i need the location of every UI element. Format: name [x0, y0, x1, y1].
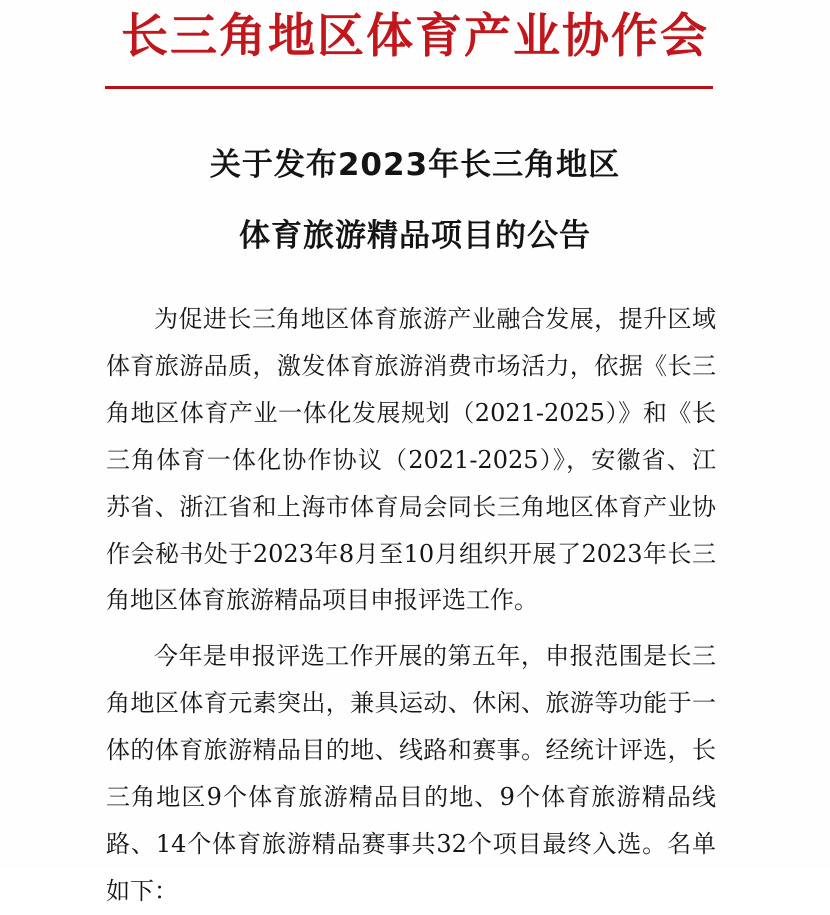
organization-header: 长三角地区体育产业协作会: [121, 9, 709, 64]
announcement-title-line-1: 关于发布2023年长三角地区: [209, 147, 621, 183]
header-divider: [105, 86, 713, 89]
body-paragraph-1: 为促进长三角地区体育旅游产业融合发展，提升区域体育旅游品质，激发体育旅游消费市场活力，依据《长三角地区体育产业一体化发展规划（2021-2025）》和《长三角体育一体化协作协议（2021-2025）》，安徽省、江苏省、浙江省和上海市体育局会同长三角地区体育产业协作会秘书处于2023年8月至10月组织开展了2023年长三角地区体育旅游精品项目申报评选工作。: [106, 305, 716, 615]
body-paragraph-2: 今年是申报评选工作开展的第五年，申报范围是长三角地区体育元素突出，兼具运动、休闲、旅游等功能于一体的体育旅游精品目的地、线路和赛事。经统计评选，长三角地区9个体育旅游精品目的地、9个体育旅游精品线路、14个体育旅游精品赛事共32个项目最终入选。名单如下：: [106, 642, 716, 905]
announcement-body: [106, 296, 716, 915]
announcement-title-line-2: 体育旅游精品项目的公告: [239, 218, 591, 254]
